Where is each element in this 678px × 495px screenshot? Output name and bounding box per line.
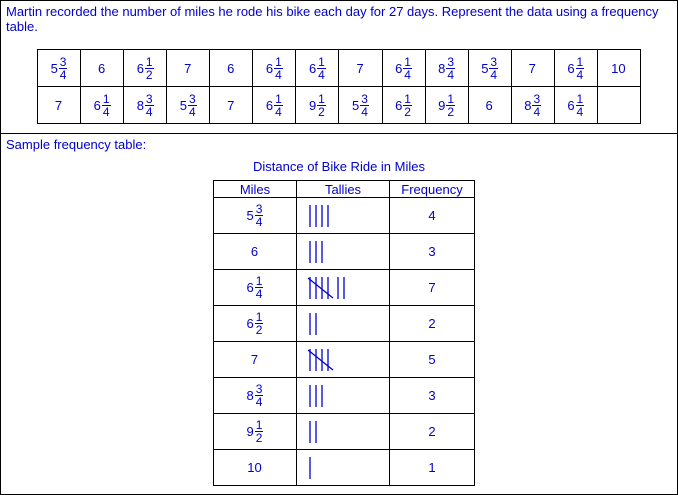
data-cell [38, 87, 81, 124]
data-cell [81, 50, 124, 87]
denominator: 4 [275, 67, 282, 82]
header-miles: Miles [214, 181, 297, 198]
data-cell [210, 50, 253, 87]
tally-cell [297, 198, 390, 234]
tally-marks [307, 310, 373, 338]
numerator: 3 [59, 54, 67, 69]
numerator: 1 [404, 91, 411, 106]
data-cell [339, 87, 382, 124]
mixed-number [524, 93, 541, 118]
tally-slash [308, 278, 333, 298]
tally-marks [307, 418, 373, 446]
whole-part: 6 [567, 60, 575, 76]
miles-cell [214, 378, 297, 414]
whole-part: 5 [246, 208, 254, 223]
frequency-cell: 1 [390, 450, 475, 486]
mixed-number [94, 93, 111, 118]
data-cell [339, 50, 382, 87]
denominator: 4 [404, 67, 411, 82]
data-cell [425, 50, 468, 87]
fraction [576, 93, 585, 118]
numerator: 3 [188, 91, 196, 106]
tally-cell [297, 450, 390, 486]
data-cell [382, 87, 425, 124]
denominator: 4 [59, 67, 67, 82]
raw-data-table [37, 49, 641, 124]
denominator: 4 [490, 67, 498, 82]
numerator: 1 [255, 418, 263, 432]
whole-part: 9 [438, 97, 446, 113]
data-cell [81, 87, 124, 124]
frequency-row [214, 270, 475, 306]
mixed-number [98, 61, 106, 76]
whole-part: 6 [246, 316, 254, 331]
whole-part: 6 [97, 60, 106, 76]
denominator: 2 [145, 67, 153, 82]
mixed-number [247, 275, 264, 300]
denominator: 4 [145, 104, 153, 119]
denominator: 2 [255, 323, 263, 337]
data-cell [468, 50, 511, 87]
whole-part: 8 [136, 97, 144, 113]
whole-part: 5 [179, 97, 187, 113]
data-cell [382, 50, 425, 87]
numerator: 3 [533, 91, 541, 106]
fraction [255, 275, 264, 300]
tally-marks [307, 454, 373, 482]
frequency-cell: 2 [390, 306, 475, 342]
mixed-number [352, 93, 369, 118]
denominator: 2 [318, 104, 325, 119]
whole-part: 6 [308, 60, 317, 76]
numerator: 3 [361, 91, 368, 106]
fraction [145, 56, 154, 81]
fraction [255, 203, 264, 228]
whole-part: 6 [567, 97, 575, 113]
frequency-table-caption: Distance of Bike Ride in Miles [253, 159, 425, 174]
whole-part: 9 [246, 424, 254, 439]
fraction [489, 56, 498, 81]
tally-cell [297, 306, 390, 342]
whole-part: 6 [485, 97, 493, 113]
frequency-table [213, 180, 475, 486]
tally-marks [307, 202, 373, 230]
mixed-number [529, 61, 537, 76]
fraction [102, 93, 111, 118]
numerator: 3 [255, 202, 263, 216]
frequency-row [214, 234, 475, 270]
fraction [317, 93, 326, 118]
tally-marks [307, 346, 373, 374]
data-cell [253, 50, 296, 87]
mixed-number [251, 244, 259, 259]
fraction [317, 56, 326, 81]
problem-prompt: Martin recorded the number of miles he rode his bike each day for 27 days. Represent the data using a frequency table. [6, 4, 659, 34]
numerator: 1 [275, 91, 282, 106]
whole-part: 7 [227, 97, 235, 113]
miles-cell [214, 342, 297, 378]
fraction [446, 93, 455, 118]
data-cell [124, 50, 167, 87]
whole-part: 7 [356, 60, 364, 76]
mixed-number [266, 56, 283, 81]
numerator: 3 [145, 91, 153, 106]
mixed-number [227, 61, 235, 76]
mixed-number [567, 93, 584, 118]
whole-part: 7 [250, 352, 259, 367]
mixed-number [438, 93, 455, 118]
whole-part: 5 [50, 60, 58, 76]
section-divider [0, 133, 678, 134]
mixed-number [137, 56, 154, 81]
tally-marks [307, 274, 373, 302]
frequency-row [214, 198, 475, 234]
whole-part: 6 [250, 244, 259, 259]
fraction [274, 56, 283, 81]
mixed-number [247, 460, 262, 475]
data-row [38, 50, 641, 87]
fraction [274, 93, 283, 118]
fraction [360, 93, 369, 118]
fraction [59, 56, 68, 81]
whole-part: 9 [308, 97, 317, 113]
tally-marks [307, 382, 373, 410]
data-cell [253, 87, 296, 124]
mixed-number [184, 61, 192, 76]
data-cell [296, 50, 339, 87]
mixed-number [180, 93, 197, 118]
denominator: 4 [576, 104, 584, 119]
tally-cell [297, 270, 390, 306]
mixed-number [251, 352, 259, 367]
numerator: 1 [318, 54, 325, 69]
mixed-number [227, 98, 235, 113]
numerator: 1 [404, 54, 411, 69]
whole-part: 6 [227, 60, 235, 76]
denominator: 4 [447, 67, 455, 82]
miles-cell [214, 198, 297, 234]
whole-part: 6 [395, 60, 403, 76]
fraction [255, 311, 264, 336]
data-cell [511, 50, 554, 87]
fraction [446, 56, 455, 81]
whole-part: 6 [265, 97, 274, 113]
data-cell [511, 87, 554, 124]
whole-part: 8 [438, 60, 446, 76]
frequency-row [214, 414, 475, 450]
mixed-number [137, 93, 154, 118]
numerator: 1 [576, 91, 584, 106]
mixed-number [247, 203, 264, 228]
tally-cell [297, 378, 390, 414]
tally-cell [297, 414, 390, 450]
fraction [255, 419, 264, 444]
frequency-row [214, 450, 475, 486]
data-cell [554, 87, 597, 124]
sample-label: Sample frequency table: [6, 137, 147, 152]
miles-cell [214, 450, 297, 486]
denominator: 4 [102, 104, 110, 119]
denominator: 4 [255, 215, 263, 229]
denominator: 4 [275, 104, 282, 119]
mixed-number [247, 311, 264, 336]
whole-part: 5 [352, 97, 360, 113]
whole-part: 8 [246, 388, 254, 403]
data-cell [468, 87, 511, 124]
denominator: 4 [318, 67, 325, 82]
numerator: 1 [447, 91, 455, 106]
mixed-number [55, 98, 63, 113]
numerator: 1 [145, 54, 153, 69]
mixed-number [395, 56, 412, 81]
mixed-number [395, 93, 412, 118]
whole-part: 10 [247, 460, 262, 475]
data-cell [124, 87, 167, 124]
header-frequency: Frequency [390, 181, 475, 198]
numerator: 3 [490, 54, 498, 69]
fraction [188, 93, 197, 118]
fraction [403, 93, 412, 118]
frequency-row [214, 306, 475, 342]
mixed-number [567, 56, 584, 81]
whole-part: 6 [136, 60, 144, 76]
fraction [145, 93, 154, 118]
denominator: 4 [576, 67, 584, 82]
whole-part: 7 [184, 60, 192, 76]
whole-part: 6 [395, 97, 403, 113]
whole-part: 7 [528, 60, 536, 76]
mixed-number [247, 383, 264, 408]
tally-slash [308, 350, 333, 370]
fraction [255, 383, 264, 408]
numerator: 1 [275, 54, 282, 69]
mixed-number [486, 98, 494, 113]
whole-part: 5 [481, 60, 489, 76]
frequency-row [214, 342, 475, 378]
denominator: 4 [188, 104, 196, 119]
frequency-table-header [214, 181, 475, 198]
numerator: 3 [447, 54, 455, 69]
data-cell [210, 87, 253, 124]
denominator: 4 [361, 104, 368, 119]
miles-cell [214, 306, 297, 342]
frequency-cell: 5 [390, 342, 475, 378]
data-row [38, 87, 641, 124]
miles-cell [214, 270, 297, 306]
mixed-number [247, 419, 264, 444]
data-cell [167, 50, 210, 87]
fraction [576, 56, 585, 81]
frequency-cell: 4 [390, 198, 475, 234]
frequency-cell: 3 [390, 234, 475, 270]
data-cell [425, 87, 468, 124]
data-cell [597, 87, 640, 124]
frequency-cell: 2 [390, 414, 475, 450]
numerator: 1 [255, 310, 263, 324]
mixed-number [438, 56, 455, 81]
frequency-cell: 3 [390, 378, 475, 414]
mixed-number [51, 56, 68, 81]
frequency-cell: 7 [390, 270, 475, 306]
miles-cell [214, 414, 297, 450]
denominator: 4 [255, 287, 263, 301]
denominator: 4 [255, 395, 263, 409]
whole-part: 6 [246, 280, 254, 295]
tally-cell [297, 234, 390, 270]
data-cell [38, 50, 81, 87]
numerator: 1 [576, 54, 584, 69]
data-cell [597, 50, 640, 87]
denominator: 2 [447, 104, 455, 119]
mixed-number [481, 56, 498, 81]
mixed-number [266, 93, 283, 118]
whole-part: 6 [265, 60, 274, 76]
fraction [403, 56, 412, 81]
data-cell [167, 87, 210, 124]
denominator: 2 [404, 104, 411, 119]
denominator: 2 [255, 431, 263, 445]
mixed-number [309, 93, 326, 118]
mixed-number [309, 56, 326, 81]
data-cell [554, 50, 597, 87]
numerator: 1 [102, 91, 110, 106]
numerator: 1 [318, 91, 325, 106]
whole-part: 7 [54, 97, 63, 113]
mixed-number [356, 61, 364, 76]
denominator: 4 [533, 104, 541, 119]
whole-part: 6 [93, 97, 101, 113]
whole-part: 10 [611, 60, 626, 76]
numerator: 1 [255, 274, 263, 288]
data-cell [296, 87, 339, 124]
tally-marks [307, 238, 373, 266]
numerator: 3 [255, 382, 263, 396]
tally-cell [297, 342, 390, 378]
whole-part: 8 [524, 97, 532, 113]
header-tallies: Tallies [297, 181, 390, 198]
fraction [532, 93, 541, 118]
miles-cell [214, 234, 297, 270]
mixed-number [611, 61, 626, 76]
frequency-row [214, 378, 475, 414]
